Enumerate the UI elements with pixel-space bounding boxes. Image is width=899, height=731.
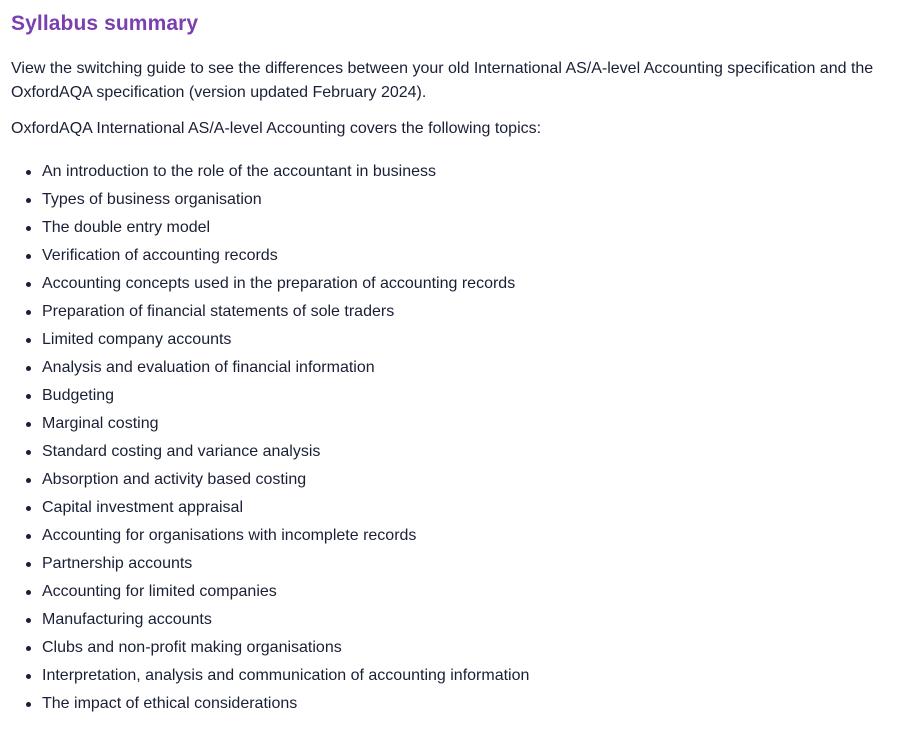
topic-label: Accounting for organisations with incomplete records xyxy=(42,527,417,544)
bullet-icon xyxy=(26,534,31,539)
topic-label: Capital investment appraisal xyxy=(42,499,243,516)
topic-list-item xyxy=(11,382,889,410)
topic-label: Accounting for limited companies xyxy=(42,583,277,600)
bullet-icon xyxy=(26,226,31,231)
bullet-icon xyxy=(26,562,31,567)
bullet-icon xyxy=(26,506,31,511)
topic-list-item xyxy=(11,466,889,494)
topic-label: Manufacturing accounts xyxy=(42,611,212,628)
bullet-icon xyxy=(26,366,31,371)
topic-list-item xyxy=(11,494,889,522)
bullet-icon xyxy=(26,674,31,679)
topic-list-item xyxy=(11,522,889,550)
topic-list-item xyxy=(11,690,889,718)
topic-label: Analysis and evaluation of financial information xyxy=(42,359,375,376)
topic-list-item xyxy=(11,578,889,606)
topic-label: Preparation of financial statements of sole traders xyxy=(42,303,395,320)
switching-guide-paragraph: View the switching guide to see the differences between your old International AS/A-level Accounting specification and the OxfordAQA specification (version updated February 2024). xyxy=(11,60,874,101)
bullet-icon xyxy=(26,394,31,399)
topic-label: Clubs and non-profit making organisations xyxy=(42,639,342,656)
topic-label: Interpretation, analysis and communication of accounting information xyxy=(42,667,530,684)
topic-list-item xyxy=(11,242,889,270)
bullet-icon xyxy=(26,310,31,315)
topic-label: Accounting concepts used in the preparation of accounting records xyxy=(42,275,516,292)
topic-list-item xyxy=(11,158,889,186)
topic-list-item xyxy=(11,214,889,242)
bullet-icon xyxy=(26,198,31,203)
topic-list-item xyxy=(11,662,889,690)
topic-label: An introduction to the role of the accountant in business xyxy=(42,163,437,180)
bullet-icon xyxy=(26,590,31,595)
topic-list-item xyxy=(11,606,889,634)
bullet-icon xyxy=(26,282,31,287)
bullet-icon xyxy=(26,450,31,455)
topic-list-item xyxy=(11,438,889,466)
bullet-icon xyxy=(26,338,31,343)
topics-intro-paragraph: OxfordAQA International AS/A-level Accounting covers the following topics: xyxy=(11,120,542,137)
topic-list-item xyxy=(11,634,889,662)
topic-label: Verification of accounting records xyxy=(42,247,278,264)
topic-list-item xyxy=(11,354,889,382)
bullet-icon xyxy=(26,170,31,175)
topic-label: The double entry model xyxy=(42,219,211,236)
bullet-icon xyxy=(26,646,31,651)
topic-label: The impact of ethical considerations xyxy=(42,695,298,712)
section-title: Syllabus summary xyxy=(11,12,199,35)
topic-label: Absorption and activity based costing xyxy=(42,471,307,488)
bullet-icon xyxy=(26,618,31,623)
topic-label: Types of business organisation xyxy=(42,191,262,208)
bullet-icon xyxy=(26,254,31,259)
topic-list-item xyxy=(11,298,889,326)
bullet-icon xyxy=(26,478,31,483)
bullet-icon xyxy=(26,702,31,707)
bullet-icon xyxy=(26,422,31,427)
topic-list-item xyxy=(11,550,889,578)
topic-label: Standard costing and variance analysis xyxy=(42,443,321,460)
topic-list-item xyxy=(11,326,889,354)
topic-list-item xyxy=(11,410,889,438)
topic-label: Budgeting xyxy=(42,387,115,404)
topic-list-item xyxy=(11,186,889,214)
topics-list xyxy=(11,158,889,718)
topic-list-item xyxy=(11,270,889,298)
topic-label: Partnership accounts xyxy=(42,555,193,572)
topic-label: Limited company accounts xyxy=(42,331,232,348)
topic-label: Marginal costing xyxy=(42,415,159,432)
